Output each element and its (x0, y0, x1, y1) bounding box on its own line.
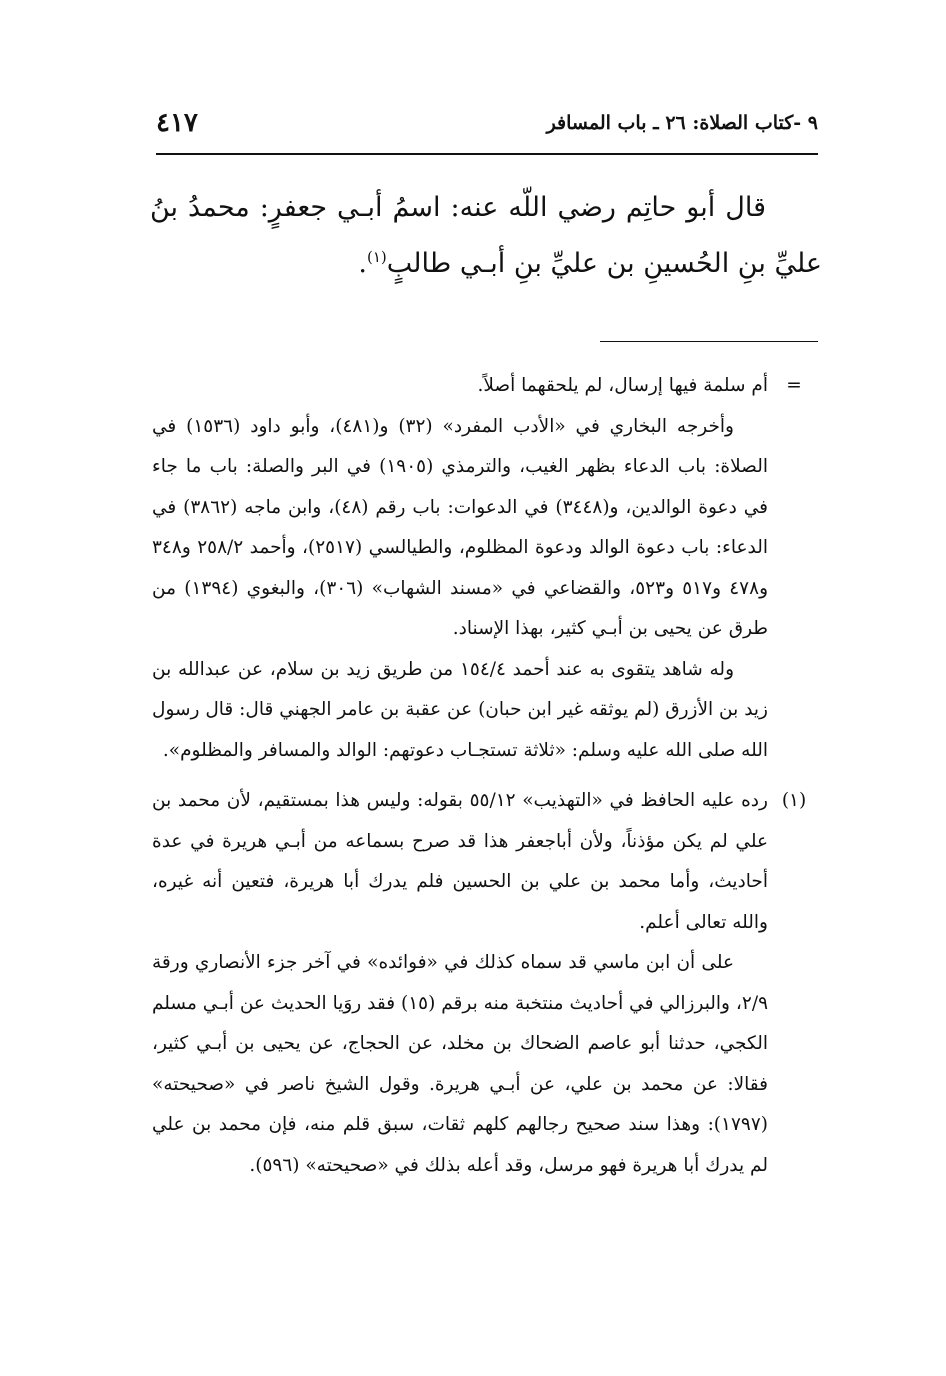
footnote-rule (600, 341, 818, 342)
footnotes (152, 366, 814, 1196)
footnote-reference[interactable]: (١) (367, 248, 387, 266)
header-rule (156, 153, 818, 155)
continuation-marker: = (786, 375, 802, 396)
page-header (156, 108, 818, 148)
footnote-1 (152, 781, 814, 1186)
footnote-1-marker: (١) (781, 790, 807, 811)
main-paragraph (150, 180, 822, 292)
main-paragraph-text: قال أبو حاتِم رضي اللّه عنه: اسمُ أبـي جعفرٍ: محمدُ بنُ عليِّ بنِ الحُسينِ بن عليِّ بنِ أبـي طالبٍ (150, 192, 822, 279)
continuation-paragraph-2: وأخرجه البخاري في «الأدب المفرد» (٣٢) و(٤٨١)، وأبو داود (١٥٣٦) في الصلاة: باب الدعاء بظهر الغيب، والترمذي (١٩٠٥) في البر والصلة: باب ما جاء في دعوة الوالدين، و(٣٤٤٨) في الدعوات: باب رقم (٤٨)، وابن ماجه (٣٨٦٢) في الدعاء: باب دعوة الوالد ودعوة المظلوم، والطيالسي (٢٥١٧)، وأحمد ٢٥٨/٢ و٣٤٨ و٤٧٨ و٥١٧ و٥٢٣، والقضاعي في «مسند الشهاب» (٣٠٦)، والبغوي (١٣٩٤) من طرق عن يحيى بن أبـي كثير، بهذا الإسناد. (152, 415, 768, 639)
continuation-paragraph-1: أم سلمة فيها إرسال، لم يلحقهما أصلاً. (477, 375, 768, 396)
continuation-paragraph-3: وله شاهد يتقوى به عند أحمد ١٥٤/٤ من طريق زيد بن سلام، عن عبدالله بن زيد بن الأزرق (لم يوثقه غير ابن حبان) عن عقبة بن عامر الجهني قال: قال رسول الله صلى الله عليه وسلم: «ثلاثة تستجـاب دعوتهم: الوالد والمسافر والمظلوم». (152, 658, 768, 761)
main-text (150, 180, 822, 292)
running-title: ٩ -كتاب الصلاة: ٢٦ ـ باب المسافر (546, 112, 818, 134)
footnote-continuation (152, 366, 814, 771)
footnote-1-paragraph-1: رده عليه الحافظ في «التهذيب» ٥٥/١٢ بقوله: وليس هذا بمستقيم، لأن محمد بن علي لم يكن مؤذناً، ولأن أباجعفر هذا قد صرح بسماعه من أبـي هريرة في عدة أحاديث، وأما محمد بن علي بن الحسين فلم يدرك أبا هريرة، فتعين أنه غيره، والله تعالى أعلم. (152, 790, 768, 933)
footnote-1-paragraph-2: على أن ابن ماسي قد سماه كذلك في «فوائده» في آخر جزء الأنصاري ورقة ٢/٩، والبرزالي في أحاديث منتخبة منه برقم (١٥) فقد روَيا الحديث عن أبـي مسلم الكجي، حدثنا أبو عاصم الضحاك بن مخلد، عن الحجاج، عن يحيى بن أبـي كثير، فقالا: عن محمد بن علي، عن أبـي هريرة. وقول الشيخ ناصر في «صحيحته» (١٧٩٧): وهذا سند صحيح رجالهم كلهم ثقات، سبق قلم منه، فإن محمد بن علي لم يدرك أبا هريرة فهو مرسل، وقد أعله بذلك في «صحيحته» (٥٩٦). (152, 952, 769, 1176)
page-number: ٤١٧ (156, 108, 198, 138)
main-paragraph-closing: . (358, 248, 367, 279)
